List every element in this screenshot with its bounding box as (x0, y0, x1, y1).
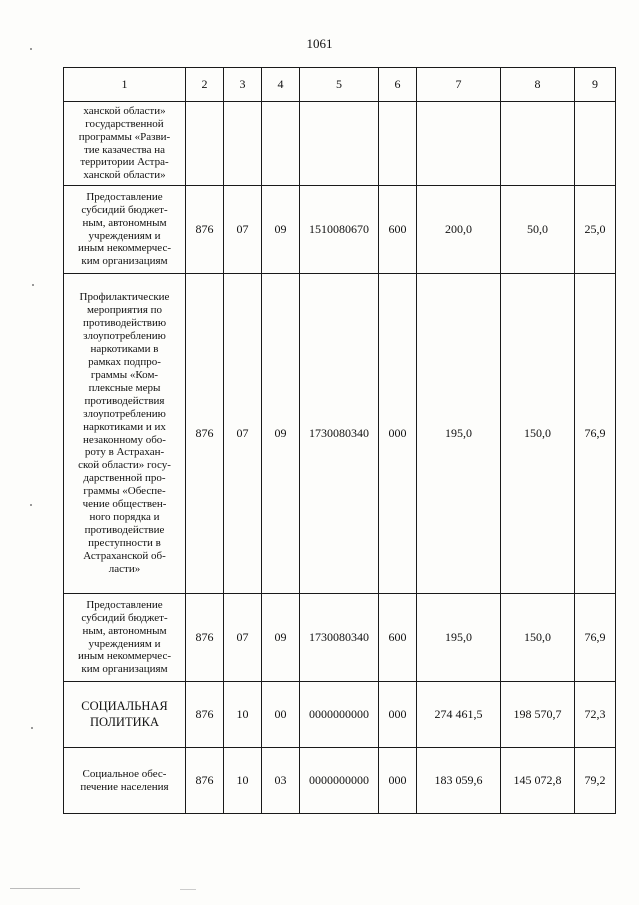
cell-target-article: 1730080340 (300, 594, 379, 682)
cell-percent: 76,9 (575, 594, 616, 682)
cell-section: 07 (224, 186, 262, 274)
cell-plan: 183 059,6 (417, 748, 501, 814)
page-number: 1061 (306, 36, 333, 51)
row-name: Предоставление субсидий бюджет- ным, автономным учреждениям и иным некоммерчес- ким организациям (64, 594, 186, 682)
header-col-6: 6 (379, 68, 417, 102)
cell-target-article: 0000000000 (300, 748, 379, 814)
scan-speck (32, 284, 34, 286)
cell-percent: 25,0 (575, 186, 616, 274)
scan-speck (180, 889, 196, 890)
cell-subsection: 00 (262, 682, 300, 748)
table-row (64, 102, 616, 186)
cell-expense-type: 600 (379, 594, 417, 682)
cell-subsection: 09 (262, 186, 300, 274)
cell-plan: 195,0 (417, 274, 501, 594)
cell-expense-type: 600 (379, 186, 417, 274)
cell-ministry: 876 (186, 594, 224, 682)
cell-plan: 200,0 (417, 186, 501, 274)
cell-percent: 76,9 (575, 274, 616, 594)
table-header-row (64, 68, 616, 102)
cell-section: 07 (224, 594, 262, 682)
cell-ministry: 876 (186, 274, 224, 594)
header-col-5: 5 (300, 68, 379, 102)
budget-table (63, 67, 616, 814)
cell-target-article: 1730080340 (300, 274, 379, 594)
scan-speck (10, 888, 80, 889)
header-col-9: 9 (575, 68, 616, 102)
table-row (64, 186, 616, 274)
row-name: Предоставление субсидий бюджет- ным, автономным учреждениям и иным некоммерчес- ким организациям (64, 186, 186, 274)
cell-actual: 150,0 (501, 594, 575, 682)
row-name: ханской области» государственной программы «Разви- тие казачества на территории Астра- ханской области» (64, 102, 186, 186)
cell-percent (575, 102, 616, 186)
cell-ministry: 876 (186, 186, 224, 274)
cell-ministry: 876 (186, 748, 224, 814)
cell-actual: 145 072,8 (501, 748, 575, 814)
cell-target-article: 0000000000 (300, 682, 379, 748)
header-col-3: 3 (224, 68, 262, 102)
cell-target-article: 1510080670 (300, 186, 379, 274)
table-row (64, 682, 616, 748)
cell-expense-type: 000 (379, 748, 417, 814)
cell-ministry (186, 102, 224, 186)
table-row (64, 594, 616, 682)
scan-speck (30, 48, 32, 50)
cell-ministry: 876 (186, 682, 224, 748)
cell-target-article (300, 102, 379, 186)
scan-speck (31, 727, 33, 729)
header-col-8: 8 (501, 68, 575, 102)
table-row (64, 748, 616, 814)
cell-section (224, 102, 262, 186)
cell-percent: 79,2 (575, 748, 616, 814)
cell-plan: 274 461,5 (417, 682, 501, 748)
cell-plan (417, 102, 501, 186)
cell-expense-type (379, 102, 417, 186)
header-col-7: 7 (417, 68, 501, 102)
row-name: Социальное обес- печение населения (64, 748, 186, 814)
row-name: СОЦИАЛЬНАЯ ПОЛИТИКА (64, 682, 186, 748)
cell-subsection: 09 (262, 274, 300, 594)
cell-actual (501, 102, 575, 186)
header-col-2: 2 (186, 68, 224, 102)
header-col-1: 1 (64, 68, 186, 102)
cell-expense-type: 000 (379, 274, 417, 594)
cell-actual: 150,0 (501, 274, 575, 594)
cell-actual: 50,0 (501, 186, 575, 274)
header-col-4: 4 (262, 68, 300, 102)
table-row (64, 274, 616, 594)
cell-percent: 72,3 (575, 682, 616, 748)
cell-subsection (262, 102, 300, 186)
cell-subsection: 03 (262, 748, 300, 814)
cell-section: 10 (224, 682, 262, 748)
cell-expense-type: 000 (379, 682, 417, 748)
cell-section: 07 (224, 274, 262, 594)
cell-section: 10 (224, 748, 262, 814)
cell-subsection: 09 (262, 594, 300, 682)
cell-plan: 195,0 (417, 594, 501, 682)
row-name: Профилактические мероприятия по противодействию злоупотреблению наркотиками в рамках подпро- граммы «Ком- плексные меры противодействия злоупотреблению наркотиками и их незаконному обо- роту в Астрахан- ской области» госу- дарственной про- граммы «Обеспе- чение обществен- ного порядка и противодействие преступности в Астраханской об- ласти» (64, 274, 186, 594)
cell-actual: 198 570,7 (501, 682, 575, 748)
scan-speck (30, 504, 32, 506)
